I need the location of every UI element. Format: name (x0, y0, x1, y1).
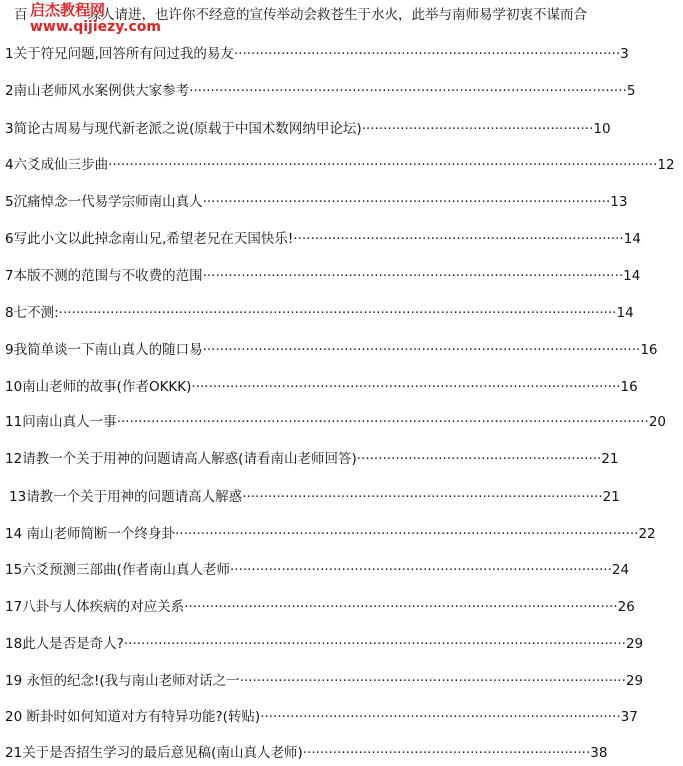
toc-leader-dots: ······································································································ (202, 342, 641, 358)
toc-leader-dots: ············································································· (293, 231, 624, 247)
toc-entry-number: 15 (5, 562, 23, 578)
toc-entry (5, 525, 656, 543)
toc-entry-title: 请教一个关于用神的问题请高人解惑 (26, 489, 243, 505)
toc-entry-title: 我简单谈一下南山真人的随口易 (13, 342, 203, 358)
toc-entry (5, 304, 634, 322)
watermark-url: www.qijiezy.com (30, 19, 161, 35)
toc-entry-number: 9 (5, 342, 14, 358)
toc-entry-number: 13 (9, 489, 27, 505)
toc-leader-dots: ···························································································································· (116, 414, 649, 430)
toc-entry-page: 14 (623, 268, 641, 284)
toc-leader-dots: ···················································································· (242, 489, 603, 505)
toc-leader-dots: ··································································· (302, 745, 591, 761)
toc-leader-dots: ······························································································· (202, 194, 611, 210)
toc-entry-title: 简论古周易与现代新老派之说(原载于中国术数网纳甲论坛) (13, 121, 362, 137)
toc-entry-title: 六爻预测三部曲(作者南山真人老师 (22, 562, 230, 578)
toc-entry-page: 29 (625, 636, 644, 652)
toc-entry-title: 南山老师简断一个终身卦 (26, 526, 175, 542)
toc-entry-number: 10 (5, 379, 23, 395)
toc-entry (5, 193, 627, 211)
toc-entry-title: 本版不测的范围与不收费的范围 (13, 268, 203, 284)
toc-entry-number: 20 (5, 709, 27, 725)
toc-entry-page: 13 (610, 194, 628, 210)
toc-entry-page: 12 (657, 157, 675, 173)
toc-entry-title: 南山老师的故事(作者OKKK) (22, 379, 192, 395)
toc-entry-number: 19 (5, 673, 27, 689)
toc-leader-dots: ·································································································· (202, 268, 624, 284)
toc-entry (5, 341, 658, 359)
toc-entry-number: 18 (5, 636, 23, 652)
toc-leader-dots: ···································································································· (191, 379, 621, 395)
toc-entry-number: 3 (5, 121, 14, 137)
watermark-site-name: 启杰教程网 (30, 1, 106, 19)
toc-entry-page: 14 (623, 231, 641, 247)
toc-entry-number: 7 (5, 268, 14, 284)
toc-entry (5, 450, 619, 468)
toc-entry-number: 8 (5, 305, 14, 321)
toc-entry (5, 82, 635, 100)
toc-leader-dots: ···················································································· (260, 709, 621, 725)
toc-entry-title: 沉痛悼念一代易学宗师南山真人 (13, 194, 203, 210)
toc-entry-number: 17 (5, 599, 23, 615)
toc-entry-number: 21 (5, 745, 23, 761)
toc-leader-dots: ····································································································· (184, 599, 618, 615)
toc-entry-page: 10 (593, 121, 611, 137)
toc-entry-title: 八卦与人体疾病的对应关系 (22, 599, 185, 615)
toc-entry-page: 22 (638, 526, 656, 542)
toc-entry-number: 12 (5, 451, 23, 467)
toc-entry (5, 120, 611, 138)
toc-entry-title: 请教一个关于用神的问题请高人解惑(请看南山老师回答) (22, 451, 357, 467)
toc-entry-title: 此人是否是奇人? (22, 636, 124, 652)
toc-leader-dots: ····················································································································· (123, 636, 626, 652)
watermark-logo (30, 2, 161, 35)
toc-leader-dots: ············································································································ (174, 526, 639, 542)
toc-entry (5, 598, 635, 616)
toc-entry (5, 744, 607, 762)
toc-leader-dots: ·································································································································· (58, 305, 617, 321)
toc-entry-title: 写此小文以此掉念南山兄,希望老兄在天国快乐! (13, 231, 294, 247)
toc-entry-page: 14 (616, 305, 634, 321)
toc-leader-dots: ·························································································· (233, 46, 621, 62)
toc-entry-title: 六爻成仙三步曲 (13, 157, 109, 173)
toc-entry-page: 26 (617, 599, 635, 615)
toc-entry-page: 21 (601, 451, 619, 467)
toc-entry-title: 七不测: (13, 305, 59, 321)
toc-leader-dots: ························································· (356, 451, 602, 467)
toc-entry-page: 24 (611, 562, 630, 578)
toc-entry-title: 关于是否招生学习的最后意见稿(南山真人老师) (22, 745, 303, 761)
toc-entry-page: 38 (590, 745, 608, 761)
toc-leader-dots: ································································································································ (108, 157, 658, 173)
toc-entry (5, 267, 640, 285)
toc-entry (5, 230, 641, 248)
toc-entry-page: 16 (620, 379, 638, 395)
toc-entry-number: 11 (5, 414, 23, 430)
toc-entry (5, 378, 638, 396)
toc-entry-number: 6 (5, 231, 14, 247)
toc-entry (5, 635, 643, 653)
toc-entry (5, 708, 638, 726)
toc-entry-number: 5 (5, 194, 14, 210)
toc-entry-number: 14 (5, 526, 27, 542)
toc-entry-page: 21 (602, 489, 620, 505)
toc-entry-number: 2 (5, 83, 14, 99)
toc-entry-page: 37 (620, 709, 638, 725)
toc-leader-dots: ·························································································· (239, 673, 626, 689)
toc-entry (5, 45, 629, 63)
toc-entry (9, 488, 620, 506)
toc-entry-title: 问南山真人一事 (22, 414, 117, 430)
toc-entry (5, 156, 675, 174)
toc-entry (5, 672, 643, 690)
toc-entry-title: 南山老师风水案例供大家参考 (13, 83, 190, 99)
toc-leader-dots: ······································································································ (189, 83, 627, 99)
toc-entry-page: 3 (620, 46, 629, 62)
toc-entry-page: 20 (648, 414, 666, 430)
toc-leader-dots: ························································································· (229, 562, 612, 578)
toc-entry-title: 永恒的纪念!(我与南山老师对话之一 (26, 673, 240, 689)
toc-entry (5, 561, 629, 579)
toc-leader-dots: ······················································ (361, 121, 594, 137)
toc-entry-page: 29 (625, 673, 644, 689)
header-text-main: 缘人请进，也许你不经意的宣传举动会救苍生于水火，此举与南师易学初衷不谋而合 (87, 7, 587, 23)
toc-entry-number: 4 (5, 157, 14, 173)
header-text-left: 百 (14, 7, 28, 23)
toc-entry-title: 关于符兄问题,回答所有问过我的易友 (13, 46, 234, 62)
toc-entry (5, 413, 666, 431)
toc-entry-title: 断卦时如何知道对方有特异功能?(转贴) (26, 709, 261, 725)
toc-entry-number: 1 (5, 46, 14, 62)
toc-entry-page: 5 (626, 83, 636, 99)
toc-entry-page: 16 (640, 342, 658, 358)
